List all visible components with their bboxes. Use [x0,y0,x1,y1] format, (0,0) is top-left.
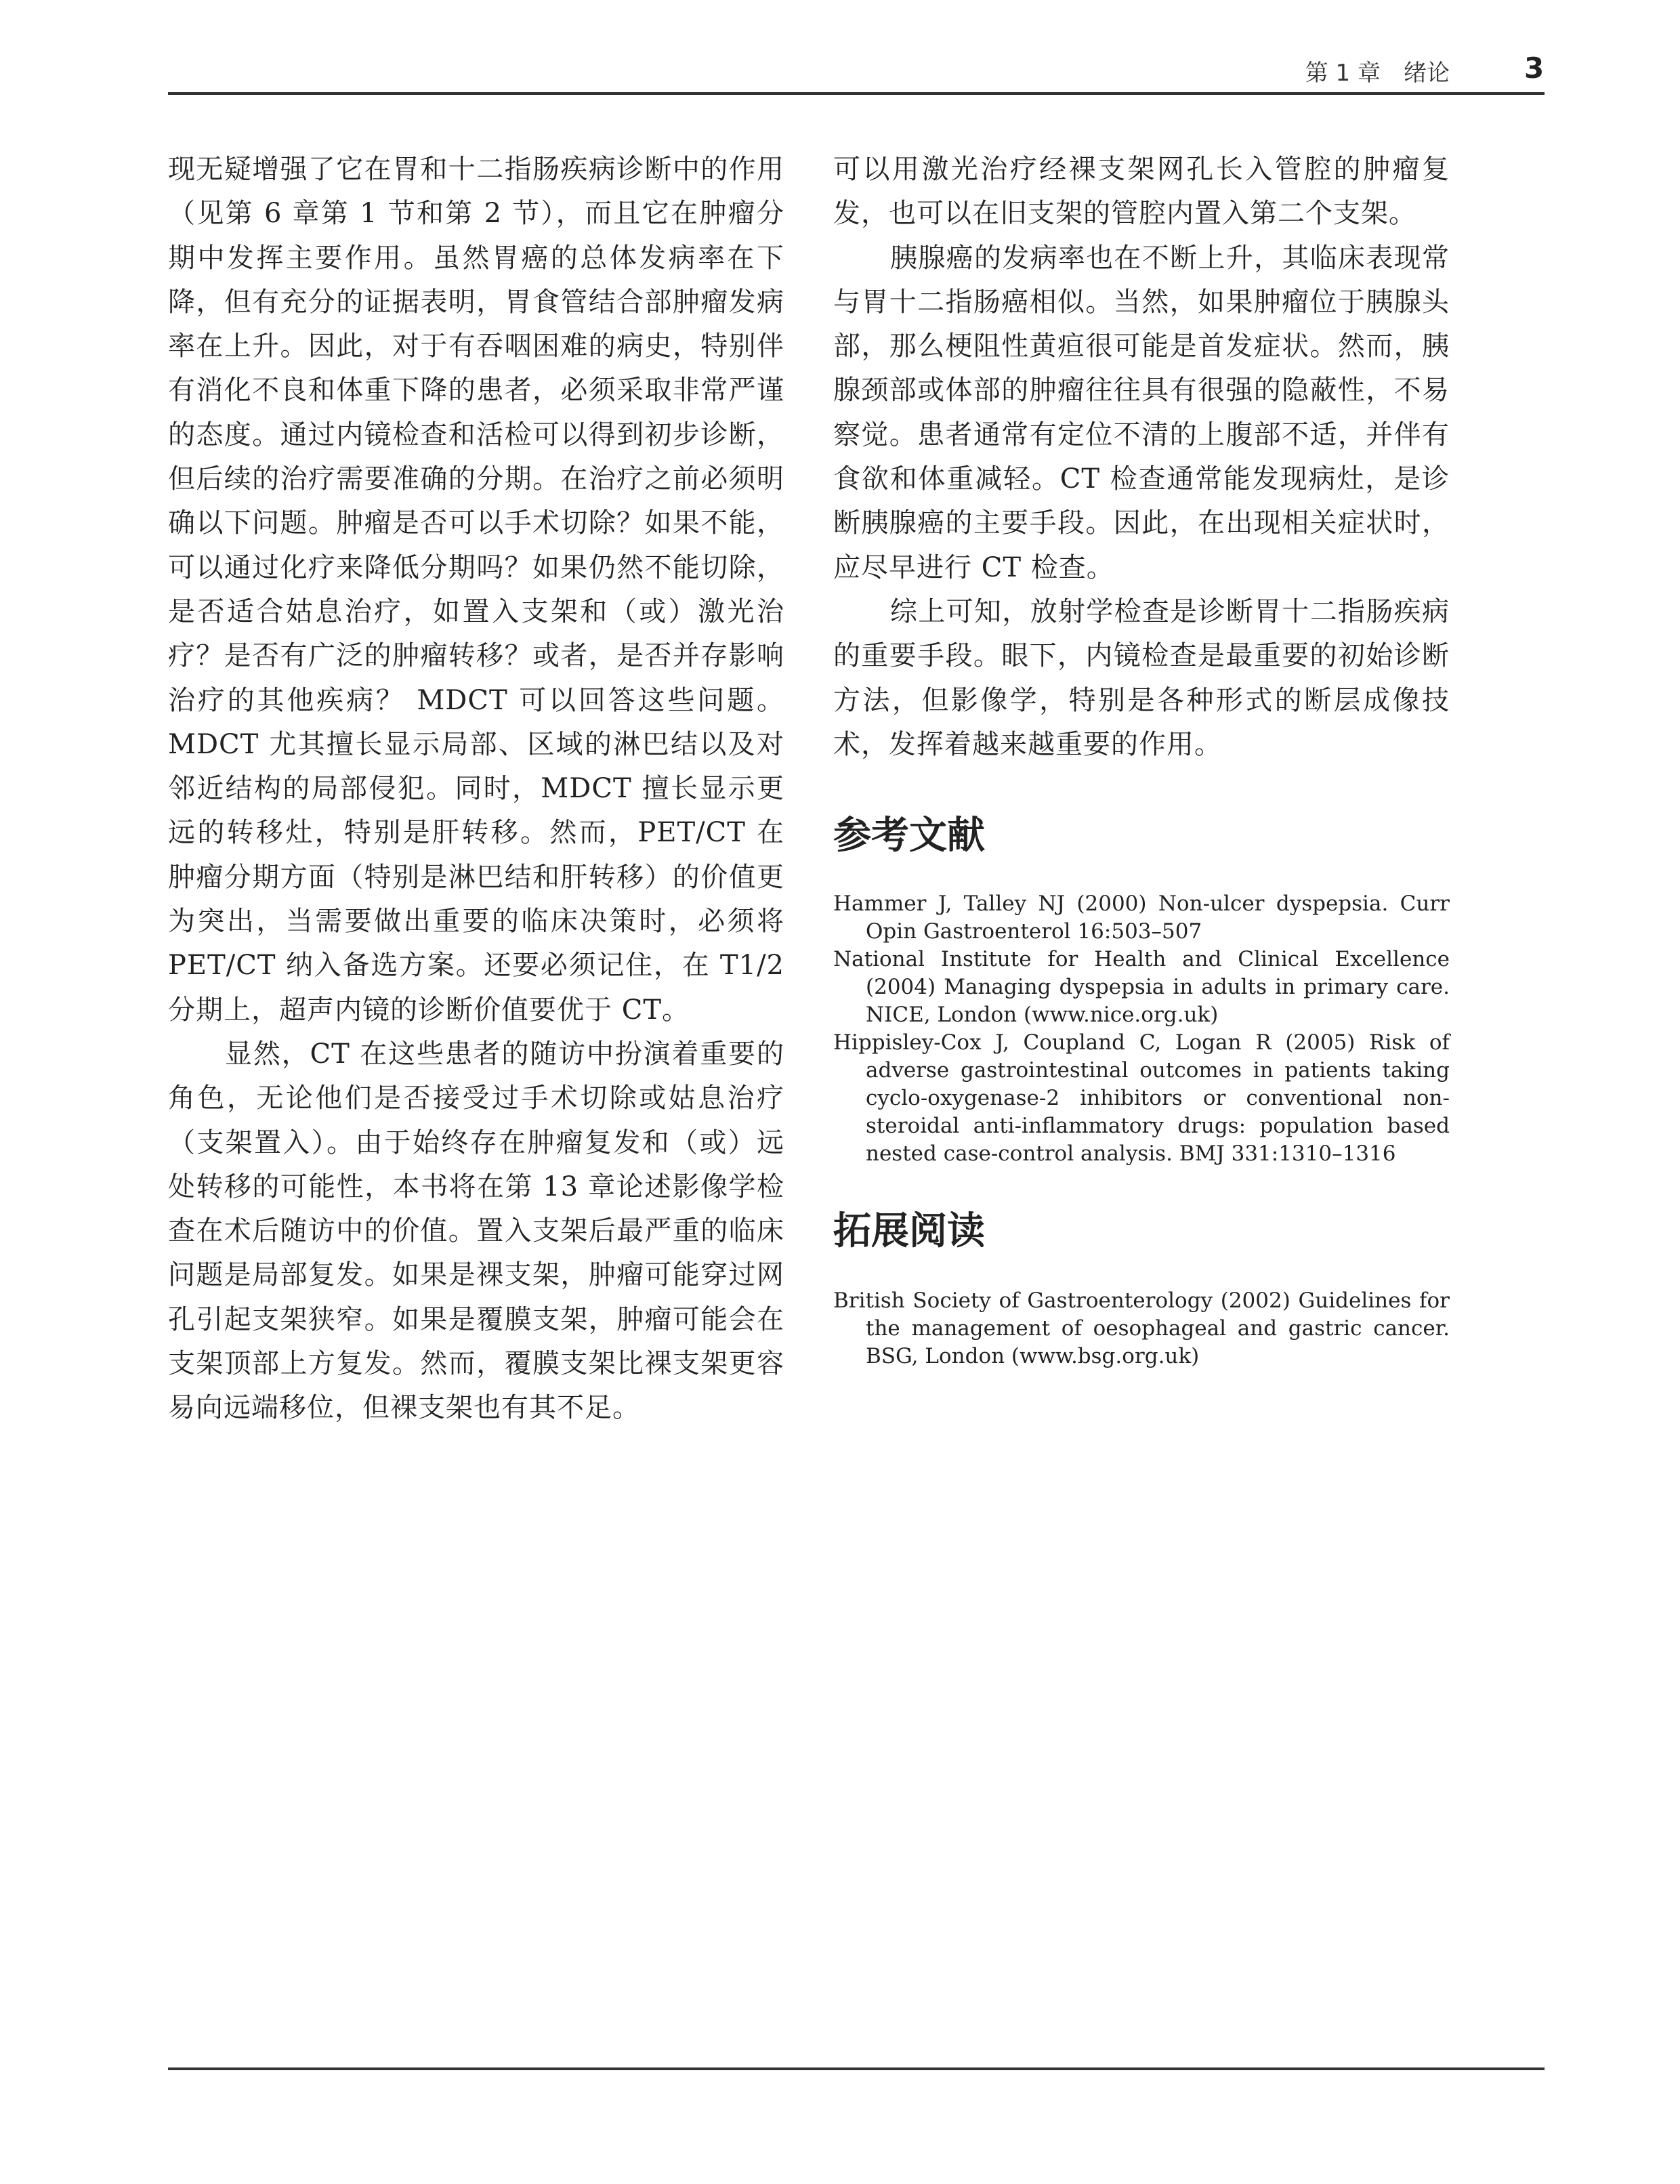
body-paragraph: 显然，CT 在这些患者的随访中扮演着重要的角色，无论他们是否接受过手术切除或姑息治疗（支架置入）。由于始终存在肿瘤复发和（或）远处转移的可能性，本书将在第 13 章论述影像学检查在术后随访中的价值。置入支架后最严重的临床问题是局部复发。如果是裸支架，肿瘤可能穿过网孔引起支架狭窄。如果是覆膜支架，肿瘤可能会在支架顶部上方复发。然而，覆膜支架比裸支架更容易向远端移位，但裸支架也有其不足。 [168,1038,784,1424]
references-heading: 参考文献 [833,814,985,858]
body-paragraph: 胰腺癌的发病率也在不断上升，其临床表现常与胃十二指肠癌相似。当然，如果肿瘤位于胰腺头部，那么梗阻性黄疸很可能是首发症状。然而，胰腺颈部或体部的肿瘤往往具有很强的隐蔽性，不易察觉。患者通常有定位不清的上腹部不适，并伴有食欲和体重减轻。CT 检查通常能发现病灶，是诊断胰腺癌的主要手段。因此，在出现相关症状时，应尽早进行 CT 检查。 [833,242,1450,583]
body-paragraph: 可以用激光治疗经裸支架网孔长入管腔的肿瘤复发，也可以在旧支架的管腔内置入第二个支架。 [833,154,1450,230]
right-column [833,148,1450,1370]
running-head: 第 1 章 绪论 [1305,60,1450,87]
footer-rule [168,2067,1545,2070]
reference-item: National Institute for Health and Clinical Excellence (2004) Managing dyspepsia in adults in primary care. NICE, London (www.nice.org.uk) [833,947,1450,1028]
page-number: 3 [1524,51,1545,85]
body-paragraph: 现无疑增强了它在胃和十二指肠疾病诊断中的作用（见第 6 章第 1 节和第 2 节），而且它在肿瘤分期中发挥主要作用。虽然胃癌的总体发病率在下降，但有充分的证据表明，胃食管结合部肿瘤发病率在上升。因此，对于有吞咽困难的病史，特别伴有消化不良和体重下降的患者，必须采取非常严谨的态度。通过内镜检查和活检可以得到初步诊断，但后续的治疗需要准确的分期。在治疗之前必须明确以下问题。肿瘤是否可以手术切除？如果不能，可以通过化疗来降低分期吗？如果仍然不能切除，是否适合姑息治疗，如置入支架和（或）激光治疗？是否有广泛的肿瘤转移？或者，是否并存影响治疗的其他疾病？ MDCT 可以回答这些问题。MDCT 尤其擅长显示局部、区域的淋巴结以及对邻近结构的局部侵犯。同时，MDCT 擅长显示更远的转移灶，特别是肝转移。然而，PET/CT 在肿瘤分期方面（特别是淋巴结和肝转移）的价值更为突出，当需要做出重要的临床决策时，必须将 PET/CT 纳入备选方案。还要必须记住，在 T1/2 分期上，超声内镜的诊断价值要优于 CT。 [168,154,784,1026]
further-reading-list [833,1287,1450,1370]
header-rule [168,92,1545,95]
left-column [168,148,784,1431]
further-reading-heading: 拓展阅读 [833,1209,985,1254]
reference-item: Hippisley-Cox J, Coupland C, Logan R (2005) Risk of adverse gastrointestinal outcomes in patients taking cyclo-oxygenase-2 inhibitors or conventional non-steroidal anti-inflammatory drugs: population based nested case-control analysis. BMJ 331:1310–1316 [833,1030,1450,1167]
body-paragraph: 综上可知，放射学检查是诊断胃十二指肠疾病的重要手段。眼下，内镜检查是最重要的初始诊断方法，但影像学，特别是各种形式的断层成像技术，发挥着越来越重要的作用。 [833,595,1450,760]
further-reading-item: British Society of Gastroenterology (2002) Guidelines for the management of oesophageal and gastric cancer. BSG, London (www.bsg.org.uk) [833,1288,1450,1369]
reference-list [833,890,1450,1168]
reference-item: Hammer J, Talley NJ (2000) Non-ulcer dyspepsia. Curr Opin Gastroenterol 16:503–507 [833,891,1450,944]
